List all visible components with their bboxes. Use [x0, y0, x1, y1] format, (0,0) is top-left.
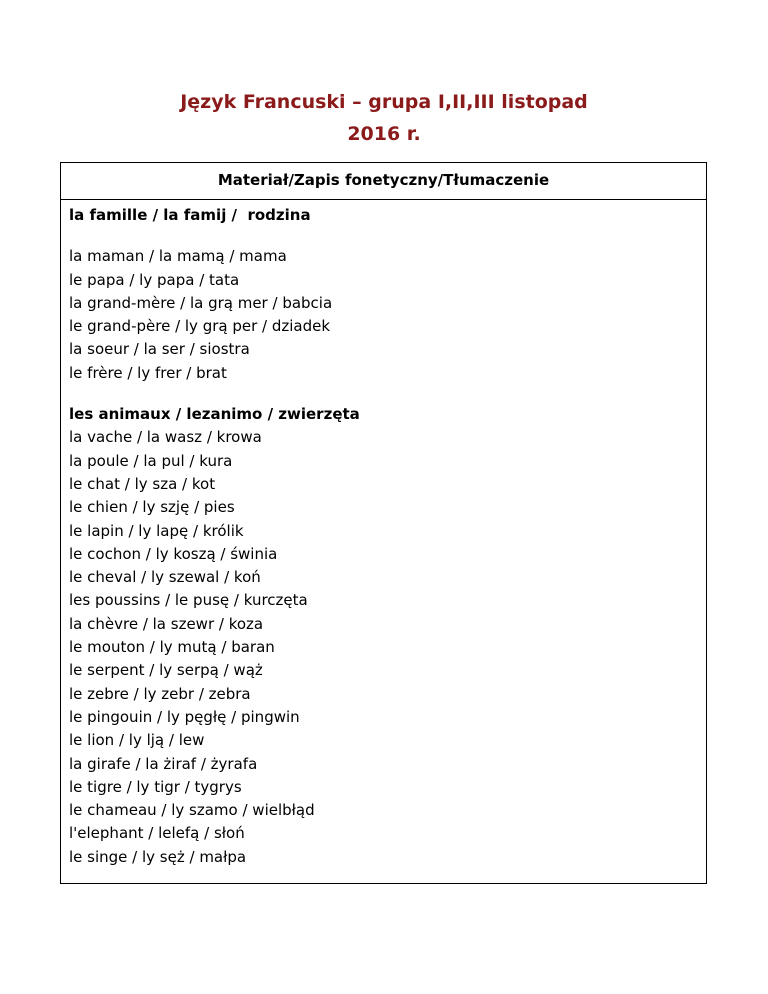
animal-entry: le lion / ly lją / lew — [69, 731, 205, 750]
animal-entry: le tigre / ly tigr / tygrys — [69, 777, 242, 796]
vocabulary-table — [60, 162, 707, 884]
animal-entry: le pingouin / ly pęgłę / pingwin — [69, 707, 300, 726]
animal-entry: la poule / la pul / kura — [69, 451, 233, 470]
family-entry: la maman / la mamą / mama — [69, 247, 287, 266]
animal-entry: la vache / la wasz / krowa — [69, 428, 262, 447]
animal-entry: la girafe / la żiraf / żyrafa — [69, 754, 258, 773]
family-entry: le papa / ly papa / tata — [69, 270, 240, 289]
animal-entry: le chien / ly szję / pies — [69, 498, 235, 517]
family-entry: la grand-mère / la grą mer / babcia — [69, 293, 333, 312]
animal-entry: le cochon / ly koszą / świnia — [69, 544, 278, 563]
section-gap — [69, 227, 706, 245]
family-entry: le grand-père / ly grą per / dziadek — [69, 317, 331, 336]
animals-heading: les animaux / lezanimo / zwierzęta — [69, 405, 360, 424]
family-entry: la soeur / la ser / siostra — [69, 340, 250, 359]
family-entry: le frère / ly frer / brat — [69, 363, 227, 382]
section-gap — [69, 385, 706, 403]
animal-entry: l'elephant / lelefą / słoń — [69, 824, 245, 843]
animal-entry: le serpent / ly serpą / wąż — [69, 661, 263, 680]
animal-entry: le lapin / ly lapę / królik — [69, 521, 244, 540]
table-header: Materiał/Zapis fonetyczny/Tłumaczenie — [61, 163, 706, 200]
animal-entry: la chèvre / la szewr / koza — [69, 614, 264, 633]
table-body — [61, 200, 706, 869]
title-line-2: 2016 r. — [347, 123, 421, 145]
animal-entry: le singe / ly sęż / małpa — [69, 847, 247, 866]
title-line-1: Język Francuski – grupa I,II,III listopad — [180, 91, 588, 113]
animal-entry: le cheval / ly szewal / koń — [69, 568, 261, 587]
family-heading: la famille / la famij / rodzina — [69, 206, 311, 224]
animal-entry: le chat / ly sza / kot — [69, 474, 216, 493]
animal-entry: les poussins / le pusę / kurczęta — [69, 591, 308, 610]
animal-entry: le chameau / ly szamo / wielbłąd — [69, 801, 315, 820]
document-title — [0, 86, 768, 150]
animal-entry: le mouton / ly mutą / baran — [69, 638, 275, 657]
animal-entry: le zebre / ly zebr / zebra — [69, 684, 251, 703]
